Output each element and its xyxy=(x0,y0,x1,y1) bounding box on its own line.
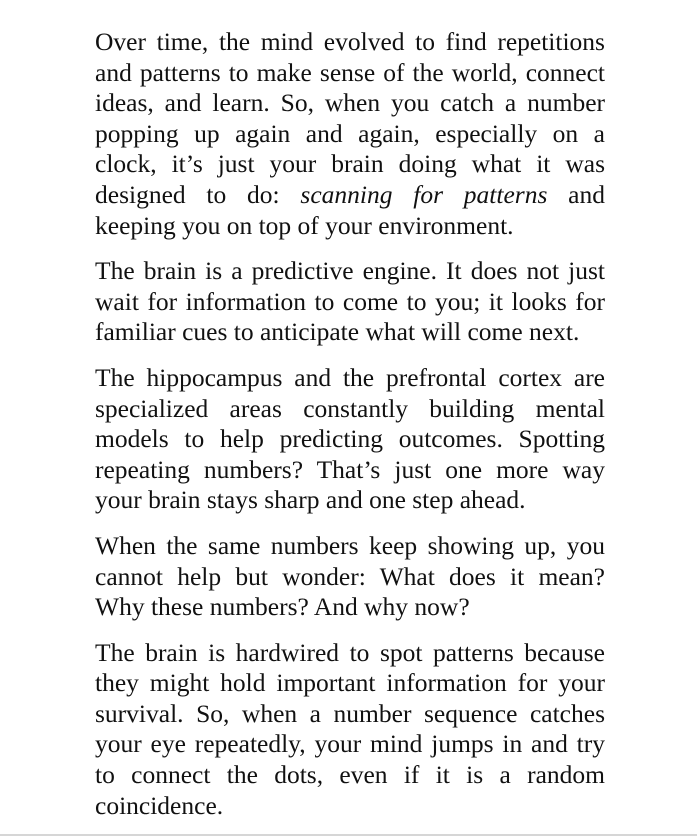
document-page xyxy=(95,27,605,836)
paragraph-hippocampus: The hippocampus and the prefrontal cortex are specialized areas constantly building mental models to help predicting outcomes. Spotting repeating numbers? That’s just one more way your brain stays sharp and one step ahead. xyxy=(95,362,605,515)
paragraph-pattern-evolution xyxy=(95,27,605,241)
paragraph-1-text-before: Over time, the mind evolved to find repetitions and patterns to make sense of the world, connect ideas, and learn. So, when you catch a number popping up again and again, especially on a clock, it’s just your brain doing what it was designed to do: xyxy=(95,27,605,209)
paragraph-1-text-after: and keeping you on top of your environment. xyxy=(95,179,605,240)
paragraph-hardwired: The brain is hardwired to spot patterns because they might hold important information for your survival. So, when a number sequence catches your eye repeatedly, your mind jumps in and try to connect the dots, even if it is a random coincidence. xyxy=(95,637,605,820)
paragraph-1-emphasis: scanning for patterns xyxy=(300,179,548,209)
paragraph-predictive-engine: The brain is a predictive engine. It does not just wait for information to come to you; it looks for familiar cues to anticipate what will come next. xyxy=(95,256,605,347)
paragraph-numbers-wonder: When the same numbers keep showing up, you cannot help but wonder: What does it mean? Why these numbers? And why now? xyxy=(95,530,605,622)
